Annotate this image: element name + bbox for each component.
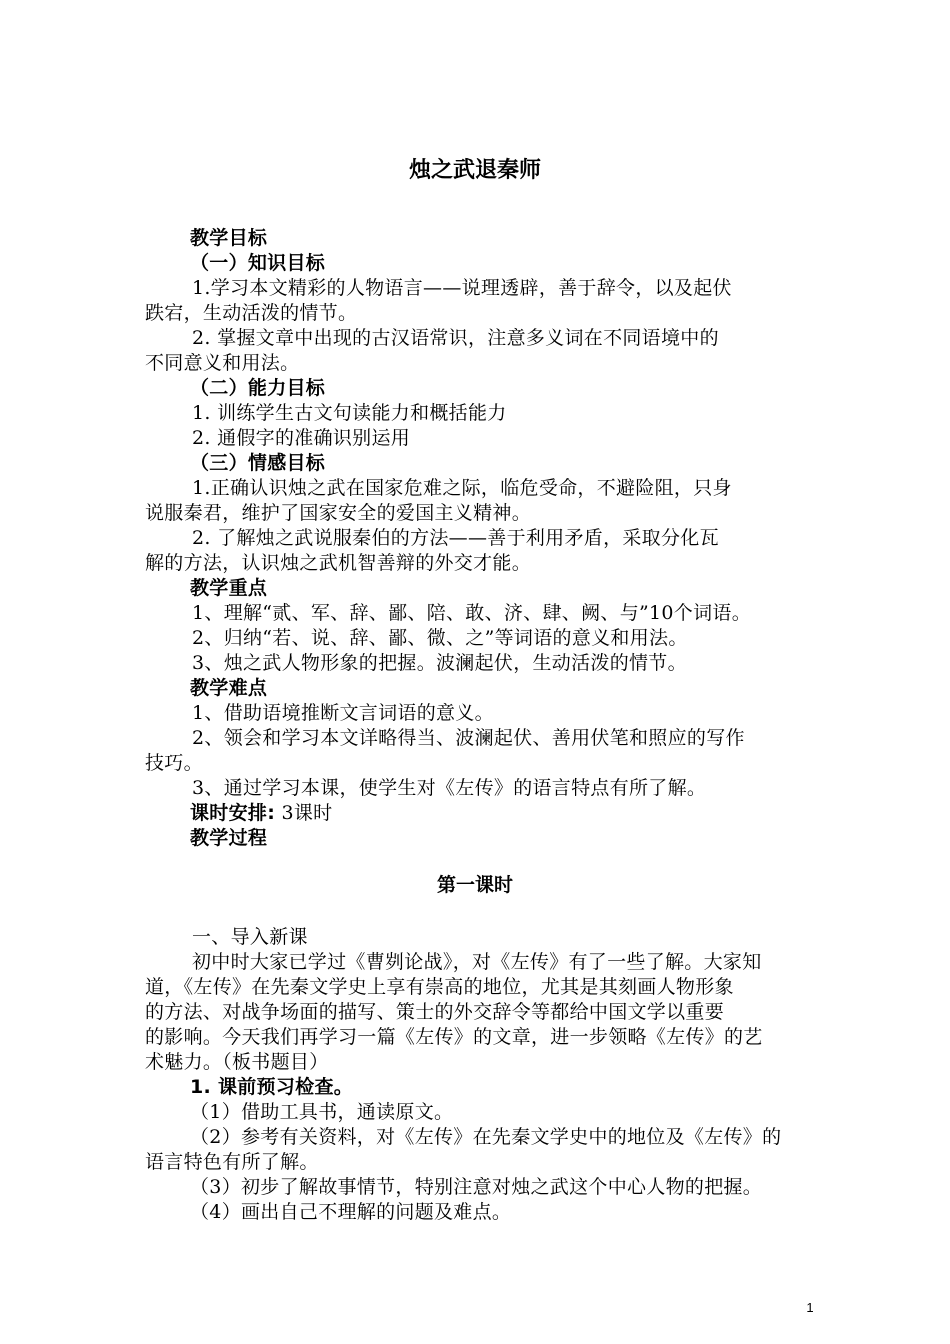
text-line: 2. 了解烛之武说服秦伯的方法——善于利用矛盾，采取分化瓦 — [192, 527, 719, 549]
text-line: 3、烛之武人物形象的把握。波澜起伏，生动活泼的情节。 — [192, 652, 687, 674]
text-line: 1. 训练学生古文句读能力和概括能力 — [192, 402, 507, 424]
heading-ability-goals: （二）能力目标 — [190, 377, 326, 399]
text-line: （2）参考有关资料，对《左传》在先秦文学史中的地位及《左传》的 — [190, 1126, 782, 1148]
text-line: 3、通过学习本课，使学生对《左传》的语言特点有所了解。 — [192, 777, 707, 799]
lesson-title: 第一课时 — [436, 874, 513, 896]
text-line: 解的方法，认识烛之武机智善辩的外交才能。 — [145, 552, 532, 574]
text-line: 跌宕，生动活泼的情节。 — [145, 302, 358, 324]
text-line: 技巧。 — [145, 752, 203, 774]
text-line: 1、借助语境推断文言词语的意义。 — [192, 702, 494, 724]
text-line: 2、归纳“若、说、辞、鄙、微、之”等词语的意义和用法。 — [192, 627, 688, 649]
text-line: 不同意义和用法。 — [145, 352, 300, 374]
heading-preview-check: 1. 课前预习检查。 — [190, 1076, 354, 1098]
text-line: 说服秦君，维护了国家安全的爱国主义精神。 — [145, 502, 532, 524]
text-line: 语言特色有所了解。 — [145, 1151, 319, 1173]
text-line: 术魅力。（板书题目） — [145, 1051, 329, 1073]
text-line: 一、导入新课 — [192, 926, 308, 948]
text-line: （4）画出自己不理解的问题及难点。 — [190, 1201, 512, 1223]
text-line: 2、领会和学习本文详略得当、波澜起伏、善用伏笔和照应的写作 — [192, 727, 745, 749]
text-line: 的影响。今天我们再学习一篇《左传》的文章，进一步领略《左传》的艺 — [145, 1026, 763, 1048]
heading-difficulties: 教学难点 — [190, 677, 268, 699]
text-line: 1、理解“贰、军、辞、鄙、陪、敢、济、肆、阙、与”10个词语。 — [192, 602, 751, 624]
text-line: 的方法、对战争场面的描写、策士的外交辞令等都给中国文学以重要 — [145, 1001, 725, 1023]
heading-teaching-goals: 教学目标 — [190, 227, 268, 249]
heading-key-points: 教学重点 — [190, 577, 268, 599]
heading-knowledge-goals: （一）知识目标 — [190, 252, 326, 274]
heading-emotion-goals: （三）情感目标 — [190, 452, 326, 474]
text-line: 道，《左传》在先秦文学史上享有崇高的地位，尤其是其刻画人物形象 — [145, 976, 734, 998]
schedule-value: 3课时 — [275, 802, 333, 824]
text-line: 2. 通假字的准确识别运用 — [192, 427, 411, 449]
class-schedule — [190, 801, 332, 826]
heading-process: 教学过程 — [190, 827, 268, 849]
text-line: （1）借助工具书，通读原文。 — [190, 1101, 454, 1123]
text-line: 初中时大家已学过《曹刿论战》，对《左传》有了一些了解。大家知 — [192, 951, 762, 973]
text-line: 1.学习本文精彩的人物语言——说理透辟，善于辞令，以及起伏 — [192, 277, 732, 299]
text-line: （3）初步了解故事情节，特别注意对烛之武这个中心人物的把握。 — [190, 1176, 763, 1198]
text-line: 2. 掌握文章中出现的古汉语常识，注意多义词在不同语境中的 — [192, 327, 719, 349]
text-line: 1.正确认识烛之武在国家危难之际，临危受命，不避险阻，只身 — [192, 477, 732, 499]
document-title: 烛之武退秦师 — [408, 158, 541, 183]
page-number: 1 — [806, 1300, 814, 1315]
schedule-label: 课时安排: — [190, 802, 276, 824]
